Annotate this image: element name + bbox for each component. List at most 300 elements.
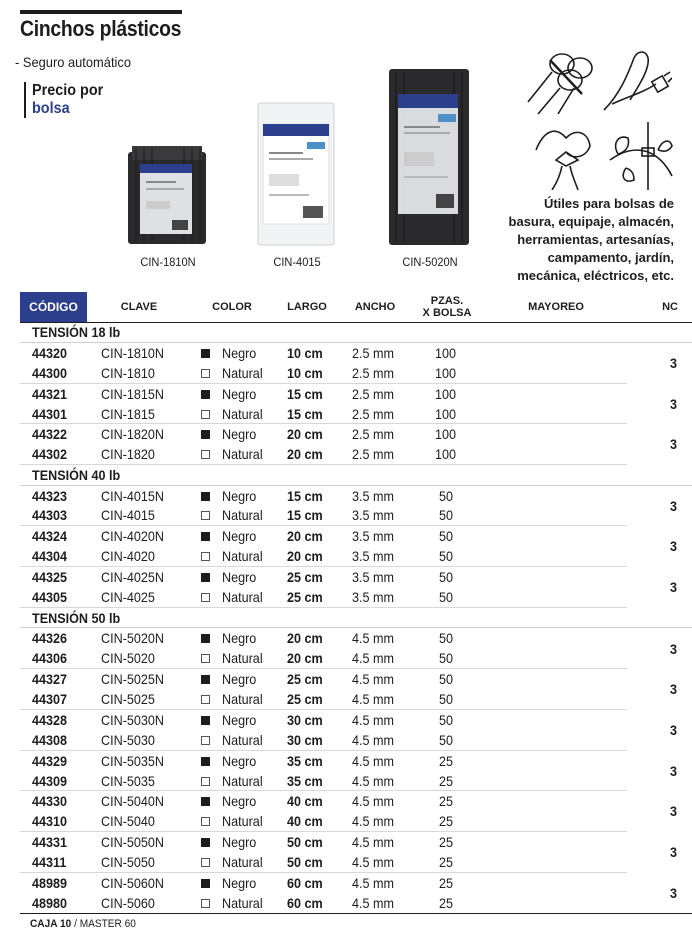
section-row [20, 322, 692, 342]
cell-mayoreo [485, 893, 627, 913]
col-header-color: COLOR [191, 292, 273, 322]
cell-color [191, 587, 273, 607]
black-swatch-icon [201, 573, 210, 582]
cell-largo [273, 730, 341, 750]
section-title-text: TENSIÓN 18 lb [32, 324, 121, 341]
cell-color-text: Natural [222, 507, 263, 524]
cell-largo [273, 526, 341, 546]
section-row [20, 607, 692, 627]
cell-codigo [20, 383, 87, 403]
cell-largo [273, 893, 341, 913]
cell-pzas-text: 50 [439, 487, 454, 504]
cell-color-text: Negro [222, 569, 257, 586]
cell-mayoreo [485, 873, 627, 893]
cell-pzas [409, 771, 485, 791]
cell-largo-text: 20 cm [287, 446, 323, 463]
black-swatch-icon [201, 492, 210, 501]
cell-largo-text: 35 cm [287, 772, 323, 789]
cell-clave-text: CIN-5025 [101, 690, 155, 707]
cell-pzas-text: 25 [439, 793, 454, 810]
cell-color [191, 444, 273, 464]
cell-ancho-text: 3.5 mm [351, 507, 394, 524]
cell-pzas [409, 873, 485, 893]
cell-codigo-text: 44329 [32, 752, 68, 769]
cell-largo [273, 546, 341, 566]
cell-nc [627, 383, 692, 424]
cell-pzas-text: 50 [439, 690, 454, 707]
cell-clave-text: CIN-5035N [101, 752, 165, 769]
table-row [20, 628, 692, 648]
cell-codigo-text: 44308 [32, 731, 68, 748]
cell-color-text: Natural [222, 813, 263, 830]
cell-ancho-text: 2.5 mm [351, 426, 394, 443]
cell-color [191, 506, 273, 526]
cell-ancho-text: 3.5 mm [351, 528, 394, 545]
cell-codigo-text: 44325 [32, 569, 68, 586]
cell-codigo [20, 791, 87, 811]
cell-ancho [341, 852, 409, 872]
cell-codigo [20, 424, 87, 444]
cell-pzas-text: 25 [439, 813, 454, 830]
col-header-mayoreo: MAYOREO [485, 292, 627, 322]
cell-color [191, 689, 273, 709]
cell-codigo-text: 44320 [32, 344, 68, 361]
cell-codigo-text: 48989 [32, 874, 68, 891]
product-image-1 [126, 146, 208, 246]
cell-pzas-text: 50 [439, 671, 454, 688]
cell-codigo-text: 44311 [32, 854, 67, 871]
cell-color [191, 404, 273, 424]
cell-largo [273, 383, 341, 403]
cell-mayoreo [485, 730, 627, 750]
cell-ancho-text: 2.5 mm [351, 446, 394, 463]
table-row [20, 342, 692, 362]
table-row [20, 546, 692, 566]
cell-clave [87, 526, 191, 546]
section-title-text: TENSIÓN 40 lb [32, 466, 121, 483]
cell-largo-text: 20 cm [287, 630, 323, 647]
cell-nc [627, 526, 692, 567]
cell-largo-text: 35 cm [287, 752, 323, 769]
cell-pzas [409, 648, 485, 668]
cell-clave-text: CIN-4020 [101, 548, 155, 565]
cell-largo-text: 30 cm [287, 731, 323, 748]
cell-color-text: Natural [222, 364, 263, 381]
cell-nc [627, 424, 692, 465]
table-row [20, 709, 692, 729]
cell-color [191, 342, 273, 362]
cell-mayoreo [485, 852, 627, 872]
cell-clave [87, 363, 191, 383]
cell-color-text: Negro [222, 344, 257, 361]
cell-clave-text: CIN-5030N [101, 711, 165, 728]
cell-codigo-text: 44304 [32, 548, 68, 565]
cell-clave-text: CIN-1815N [101, 385, 165, 402]
cell-mayoreo [485, 363, 627, 383]
cell-nc-text: 3 [670, 395, 678, 412]
cell-largo [273, 404, 341, 424]
cell-ancho-text: 4.5 mm [351, 650, 394, 667]
natural-swatch-icon [201, 817, 210, 826]
cell-pzas [409, 506, 485, 526]
cell-color-text: Natural [222, 405, 263, 422]
cell-color [191, 873, 273, 893]
cell-largo-text: 30 cm [287, 711, 323, 728]
cell-codigo [20, 832, 87, 852]
illustration-garden-vine-icon [604, 120, 674, 190]
cell-codigo [20, 750, 87, 770]
cell-largo [273, 363, 341, 383]
cell-pzas-text: 100 [435, 385, 457, 402]
cell-pzas [409, 832, 485, 852]
cell-mayoreo [485, 811, 627, 831]
cell-pzas-text: 25 [439, 854, 454, 871]
cell-nc-text: 3 [670, 355, 678, 372]
cell-ancho-text: 3.5 mm [351, 487, 394, 504]
cell-ancho [341, 424, 409, 444]
cell-pzas-text: 25 [439, 834, 454, 851]
cell-codigo [20, 628, 87, 648]
cell-codigo-text: 44330 [32, 793, 68, 810]
cell-ancho [341, 771, 409, 791]
cell-codigo-text: 44301 [32, 405, 68, 422]
cell-color [191, 485, 273, 505]
cell-largo-text: 40 cm [287, 813, 323, 830]
table-row [20, 893, 692, 913]
cell-nc-text: 3 [670, 681, 678, 698]
black-swatch-icon [201, 430, 210, 439]
cell-clave-text: CIN-4015N [101, 487, 165, 504]
cell-mayoreo [485, 383, 627, 403]
cell-pzas-text: 100 [435, 405, 457, 422]
cell-ancho [341, 485, 409, 505]
cell-ancho-text: 2.5 mm [351, 405, 394, 422]
table-row [20, 363, 692, 383]
cell-ancho-text: 4.5 mm [351, 874, 394, 891]
black-swatch-icon [201, 675, 210, 684]
cell-color-text: Natural [222, 650, 263, 667]
table-header-row [20, 292, 692, 322]
cell-largo [273, 832, 341, 852]
cell-largo [273, 750, 341, 770]
cell-ancho-text: 2.5 mm [351, 344, 394, 361]
table-row [20, 648, 692, 668]
table-row [20, 791, 692, 811]
cell-pzas-text: 100 [435, 344, 457, 361]
cell-pzas [409, 404, 485, 424]
cell-codigo-text: 44303 [32, 507, 68, 524]
cell-pzas-text: 50 [439, 650, 454, 667]
cell-color [191, 811, 273, 831]
cell-clave-text: CIN-1820 [101, 446, 155, 463]
cell-largo [273, 444, 341, 464]
cell-color-text: Negro [222, 630, 257, 647]
separator: / [71, 918, 80, 930]
cell-clave [87, 750, 191, 770]
cell-ancho [341, 506, 409, 526]
cell-ancho [341, 444, 409, 464]
product-label-3: CIN-5020N [402, 255, 458, 269]
cell-pzas-text: 25 [439, 772, 454, 789]
cell-clave [87, 811, 191, 831]
cell-nc-text: 3 [670, 538, 678, 555]
cell-ancho-text: 4.5 mm [351, 731, 394, 748]
table-row [20, 730, 692, 750]
table-row [20, 750, 692, 770]
cell-largo [273, 709, 341, 729]
cell-mayoreo [485, 567, 627, 587]
cell-largo-text: 50 cm [287, 834, 323, 851]
natural-swatch-icon [201, 593, 210, 602]
cell-ancho-text: 2.5 mm [351, 385, 394, 402]
product-image-2 [257, 102, 335, 246]
cell-clave-text: CIN-5020N [101, 630, 165, 647]
cell-pzas [409, 669, 485, 689]
cell-ancho [341, 811, 409, 831]
cell-codigo [20, 689, 87, 709]
cell-ancho-text: 4.5 mm [351, 711, 394, 728]
cell-ancho [341, 342, 409, 362]
page-title: Cinchos plásticos [20, 16, 182, 41]
col-header-largo: LARGO [273, 292, 341, 322]
cell-clave-text: CIN-4020N [101, 528, 165, 545]
table-row [20, 669, 692, 689]
section-title [20, 607, 692, 627]
cell-mayoreo [485, 444, 627, 464]
cell-mayoreo [485, 587, 627, 607]
cell-largo-text: 60 cm [287, 874, 323, 891]
cell-codigo-text: 44306 [32, 650, 68, 667]
cell-clave-text: CIN-1820N [101, 426, 165, 443]
cell-codigo [20, 873, 87, 893]
cell-codigo-text: 44323 [32, 487, 68, 504]
cell-largo [273, 587, 341, 607]
cell-pzas-text: 25 [439, 874, 454, 891]
cell-mayoreo [485, 709, 627, 729]
cell-ancho-text: 4.5 mm [351, 834, 394, 851]
uses-line: basura, equipaje, almacén, [508, 214, 674, 229]
cell-clave-text: CIN-5035 [101, 772, 155, 789]
cell-ancho-text: 3.5 mm [351, 548, 394, 565]
cell-largo-text: 40 cm [287, 793, 323, 810]
col-header-pzas-1: PZAS. [430, 294, 464, 307]
cell-largo-text: 15 cm [287, 487, 323, 504]
cell-color [191, 893, 273, 913]
cell-largo [273, 567, 341, 587]
cell-mayoreo [485, 342, 627, 362]
table-row [20, 771, 692, 791]
cell-color-text: Natural [222, 548, 263, 565]
cell-codigo [20, 526, 87, 546]
cell-color-text: Natural [222, 854, 263, 871]
cell-pzas [409, 852, 485, 872]
cell-clave-text: CIN-5025N [101, 671, 165, 688]
cell-pzas-text: 25 [439, 894, 454, 911]
cell-pzas-text: 50 [439, 630, 454, 647]
cell-largo [273, 689, 341, 709]
black-swatch-icon [201, 349, 210, 358]
cell-largo [273, 811, 341, 831]
cell-color [191, 648, 273, 668]
black-swatch-icon [201, 797, 210, 806]
cell-codigo-text: 44324 [32, 528, 68, 545]
cell-clave [87, 873, 191, 893]
cell-ancho-text: 4.5 mm [351, 854, 394, 871]
col-header-pzas-2: X BOLSA [422, 306, 472, 319]
cell-mayoreo [485, 832, 627, 852]
cell-nc [627, 669, 692, 710]
section-title [20, 322, 692, 342]
table-row [20, 444, 692, 464]
cell-codigo [20, 546, 87, 566]
cell-largo-text: 15 cm [287, 507, 323, 524]
cell-ancho-text: 4.5 mm [351, 630, 394, 647]
cell-pzas [409, 485, 485, 505]
cell-clave [87, 383, 191, 403]
cell-clave [87, 567, 191, 587]
cell-mayoreo [485, 424, 627, 444]
cell-pzas [409, 628, 485, 648]
cell-codigo-text: 44331 [32, 834, 68, 851]
cell-color [191, 669, 273, 689]
table-row [20, 811, 692, 831]
cell-ancho [341, 669, 409, 689]
cell-mayoreo [485, 669, 627, 689]
cell-ancho [341, 628, 409, 648]
cell-largo-text: 25 cm [287, 690, 323, 707]
natural-swatch-icon [201, 899, 210, 908]
cell-pzas-text: 100 [435, 364, 457, 381]
price-note-line1: Precio por [32, 82, 104, 99]
cell-codigo-text: 44300 [32, 364, 68, 381]
cell-ancho [341, 648, 409, 668]
cell-largo-text: 60 cm [287, 894, 323, 911]
title-rule [20, 10, 182, 14]
col-header-codigo: CÓDIGO [20, 292, 87, 322]
cell-ancho [341, 791, 409, 811]
cell-clave-text: CIN-4025N [101, 569, 165, 586]
section-row [20, 465, 692, 485]
cell-clave-text: CIN-1810 [101, 364, 155, 381]
table-row [20, 526, 692, 546]
cell-clave [87, 791, 191, 811]
cell-largo-text: 50 cm [287, 854, 323, 871]
cell-color [191, 791, 273, 811]
uses-line: Útiles para bolsas de [543, 196, 674, 211]
cell-color [191, 628, 273, 648]
cell-codigo-text: 44310 [32, 813, 68, 830]
table-row [20, 587, 692, 607]
black-swatch-icon [201, 532, 210, 541]
cell-clave [87, 893, 191, 913]
illustration-plug-icon [600, 44, 672, 118]
cell-largo-text: 20 cm [287, 528, 323, 545]
cell-codigo-text: 44326 [32, 630, 68, 647]
cell-codigo [20, 730, 87, 750]
cell-nc-text: 3 [670, 579, 678, 596]
cell-largo-text: 20 cm [287, 426, 323, 443]
cell-largo-text: 10 cm [287, 364, 323, 381]
cell-clave [87, 709, 191, 729]
cell-largo [273, 791, 341, 811]
cell-pzas [409, 363, 485, 383]
cell-ancho-text: 4.5 mm [351, 793, 394, 810]
cell-nc [627, 709, 692, 750]
table-row [20, 832, 692, 852]
cell-clave-text: CIN-5030 [101, 731, 155, 748]
cell-nc-text: 3 [670, 884, 678, 901]
cell-mayoreo [485, 526, 627, 546]
cell-clave-text: CIN-4025 [101, 589, 155, 606]
table-row [20, 404, 692, 424]
cell-largo-text: 15 cm [287, 405, 323, 422]
cell-codigo [20, 567, 87, 587]
cell-clave-text: CIN-4015 [101, 507, 155, 524]
cell-ancho-text: 4.5 mm [351, 690, 394, 707]
cell-color-text: Natural [222, 772, 263, 789]
cell-clave-text: CIN-5060 [101, 894, 155, 911]
cell-mayoreo [485, 791, 627, 811]
natural-swatch-icon [201, 450, 210, 459]
cell-color-text: Negro [222, 487, 257, 504]
cell-color [191, 383, 273, 403]
cell-nc-text: 3 [670, 721, 678, 738]
cell-ancho-text: 4.5 mm [351, 671, 394, 688]
cell-nc [627, 750, 692, 791]
table-row [20, 506, 692, 526]
cell-clave-text: CIN-5050N [101, 834, 165, 851]
cell-ancho-text: 2.5 mm [351, 364, 394, 381]
cell-codigo [20, 709, 87, 729]
cell-largo-text: 25 cm [287, 569, 323, 586]
product-label-2: CIN-4015 [273, 255, 321, 269]
cell-clave-text: CIN-5020 [101, 650, 155, 667]
cell-nc [627, 873, 692, 914]
cell-clave-text: CIN-1810N [101, 344, 165, 361]
cell-pzas [409, 526, 485, 546]
cell-codigo [20, 485, 87, 505]
cell-clave [87, 587, 191, 607]
cell-codigo [20, 587, 87, 607]
cell-ancho-text: 4.5 mm [351, 772, 394, 789]
cell-color [191, 424, 273, 444]
cell-color [191, 363, 273, 383]
section-title [20, 465, 692, 485]
cell-clave [87, 485, 191, 505]
cell-pzas [409, 444, 485, 464]
cell-ancho [341, 587, 409, 607]
cell-codigo [20, 363, 87, 383]
cell-largo-text: 25 cm [287, 589, 323, 606]
natural-swatch-icon [201, 654, 210, 663]
natural-swatch-icon [201, 777, 210, 786]
cell-pzas-text: 50 [439, 731, 454, 748]
table-row [20, 424, 692, 444]
cell-codigo [20, 669, 87, 689]
black-swatch-icon [201, 879, 210, 888]
cell-ancho-text: 4.5 mm [351, 813, 394, 830]
cell-ancho [341, 404, 409, 424]
cell-largo [273, 628, 341, 648]
natural-swatch-icon [201, 695, 210, 704]
cell-codigo-text: 44302 [32, 446, 68, 463]
cell-nc [627, 628, 692, 669]
cell-mayoreo [485, 506, 627, 526]
cell-color-text: Negro [222, 528, 257, 545]
cell-clave-text: CIN-5040 [101, 813, 155, 830]
cell-largo [273, 873, 341, 893]
cell-codigo-text: 44327 [32, 671, 68, 688]
